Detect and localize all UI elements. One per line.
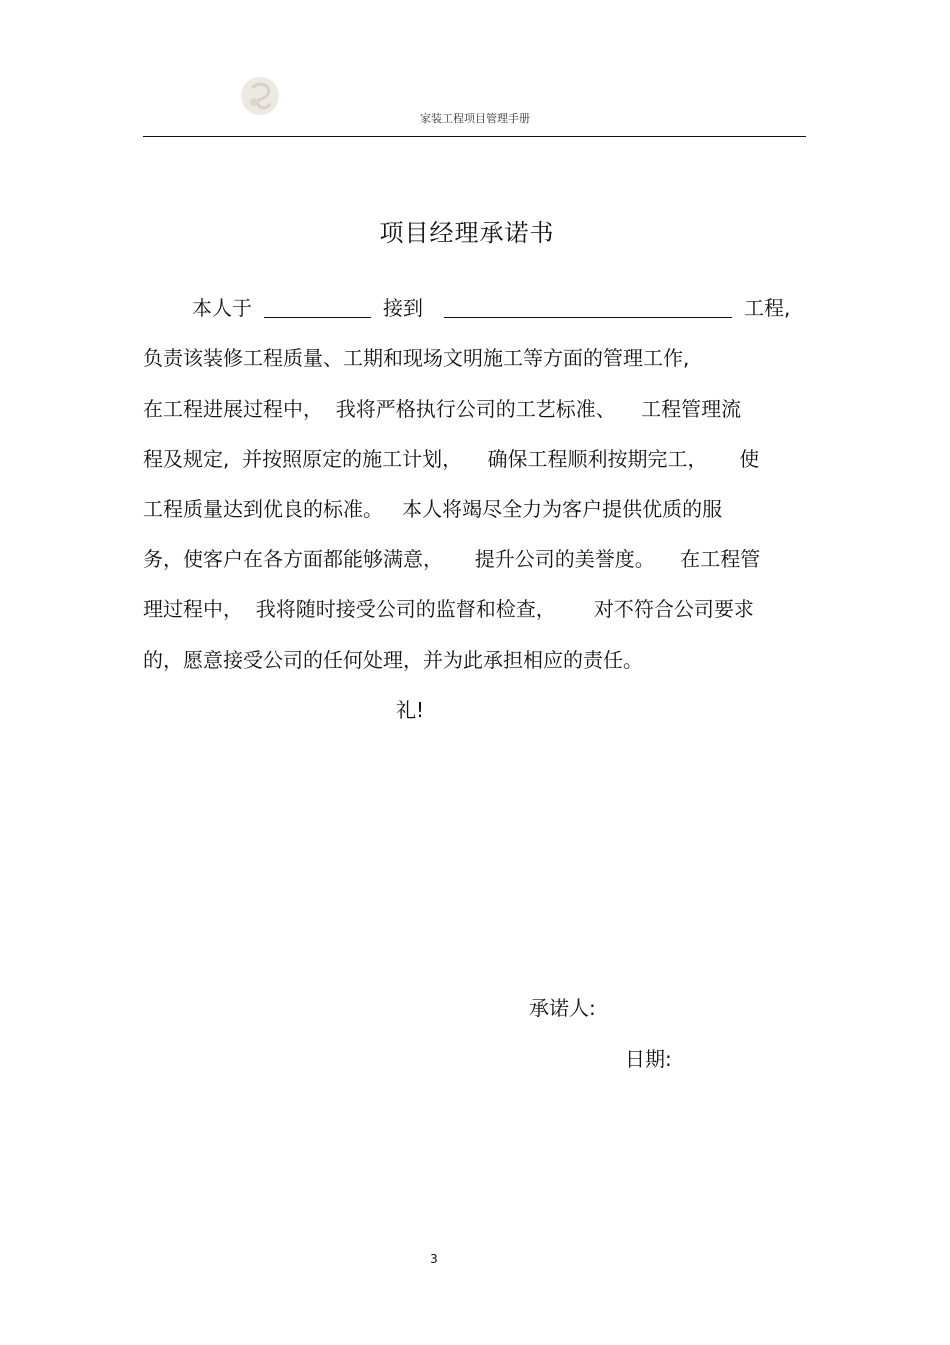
salute: 礼! xyxy=(396,698,425,722)
paragraph-line: 理过程中， 我将随时接受公司的监督和检查， 对不符合公司要求 xyxy=(143,597,754,621)
paragraph-line: 程及规定, 并按照原定的施工计划， 确保工程顺利按期完工， 使 xyxy=(143,447,760,471)
line1-lead: 本人于 xyxy=(192,296,252,320)
document-title: 项目经理承诺书 xyxy=(379,219,555,247)
line1-received: 接到 xyxy=(383,296,423,320)
paragraph-line: 在工程进展过程中， 我将严格执行公司的工艺标准、 工程管理流 xyxy=(143,397,742,421)
date-label: 日期: xyxy=(625,1047,672,1071)
date-blank xyxy=(264,317,371,318)
paragraph-line: 工程质量达到优良的标准。 本人将竭尽全力为客户提供优质的服 xyxy=(143,497,723,521)
project-name-blank xyxy=(444,317,732,318)
promisor-label: 承诺人: xyxy=(529,996,596,1020)
line1-project: 工程, xyxy=(744,296,791,320)
paragraph-line: 务，使客户在各方面都能够满意， 提升公司的美誉度。 在工程管 xyxy=(143,547,761,571)
paragraph-line: 负责该装修工程质量、工期和现场文明施工等方面的管理工作, xyxy=(143,346,690,370)
paragraph-line: 的，愿意接受公司的任何处理，并为此承担相应的责任。 xyxy=(143,648,643,672)
header-divider xyxy=(143,136,806,137)
page-number: 3 xyxy=(430,1252,438,1266)
header-title: 家装工程项目管理手册 xyxy=(420,112,530,125)
